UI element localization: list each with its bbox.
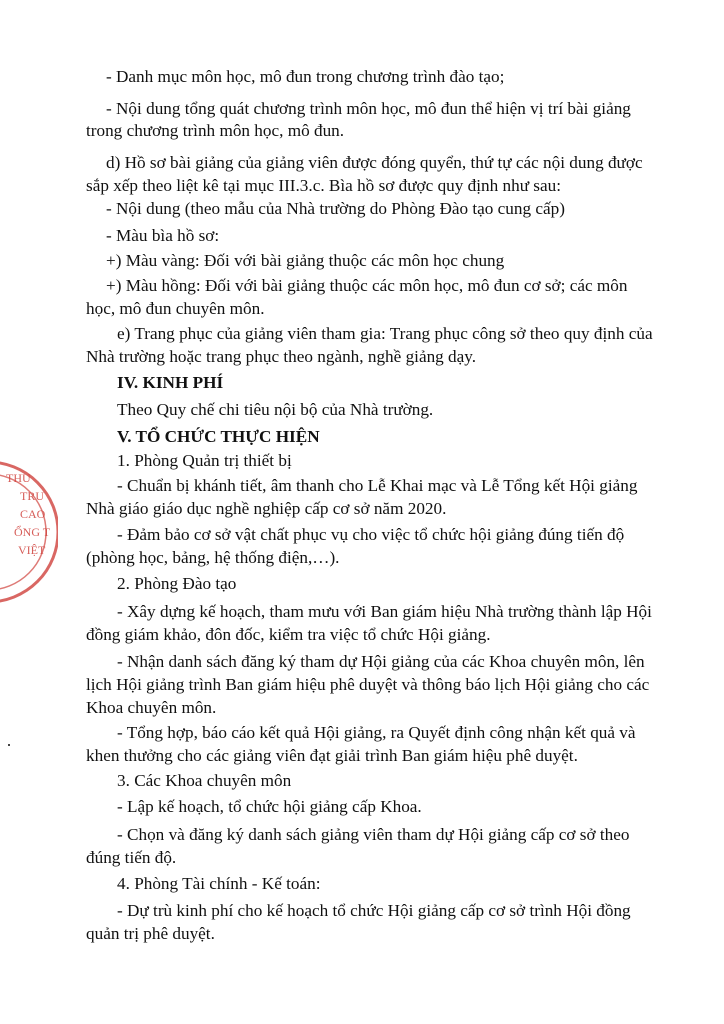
text-line: +) Màu vàng: Đối với bài giảng thuộc các môn học chung	[106, 251, 505, 270]
text-line: khen thưởng cho các giảng viên đạt giải trình Ban giám hiệu phê duyệt.	[86, 746, 578, 765]
text-line: +) Màu hồng: Đối với bài giảng thuộc các môn học, mô đun cơ sở; các môn	[106, 276, 628, 295]
red-seal-stamp	[0, 452, 58, 612]
section-heading: IV. KINH PHÍ	[117, 373, 224, 392]
text-line: Nhà giáo giáo dục nghề nghiệp cấp cơ sở năm 2020.	[86, 499, 447, 518]
stamp-text: ỔNG T	[14, 525, 51, 539]
text-line: e) Trang phục của giảng viên tham gia: Trang phục công sở theo quy định của	[117, 324, 653, 343]
section-heading: V. TỔ CHỨC THỰC HIỆN	[117, 427, 320, 446]
text-line: đúng tiến độ.	[86, 848, 177, 867]
stamp-text: TRU	[20, 489, 44, 503]
text-line: 2. Phòng Đào tạo	[117, 574, 237, 593]
text-line: - Chọn và đăng ký danh sách giảng viên tham dự Hội giảng cấp cơ sở theo	[117, 825, 630, 844]
text-line: - Nội dung (theo mẫu của Nhà trường do Phòng Đào tạo cung cấp)	[106, 199, 565, 218]
text-line: - Xây dựng kế hoạch, tham mưu với Ban giám hiệu Nhà trường thành lập Hội	[117, 602, 652, 621]
text-line: học, mô đun chuyên môn.	[86, 299, 265, 318]
text-line: d) Hồ sơ bài giảng của giảng viên được đóng quyển, thứ tự các nội dung được	[106, 153, 643, 172]
text-line: - Chuẩn bị khánh tiết, âm thanh cho Lễ Khai mạc và Lễ Tổng kết Hội giảng	[117, 476, 638, 495]
text-line: 3. Các Khoa chuyên môn	[117, 771, 292, 790]
text-line: - Màu bìa hồ sơ:	[106, 226, 220, 245]
text-line: 1. Phòng Quản trị thiết bị	[117, 451, 292, 470]
text-line: Khoa chuyên môn.	[86, 698, 217, 717]
text-line: - Đảm bảo cơ sở vật chất phục vụ cho việc tổ chức hội giảng đúng tiến độ	[117, 525, 625, 544]
text-line: - Danh mục môn học, mô đun trong chương trình đào tạo;	[106, 67, 505, 86]
text-line: - Tổng hợp, báo cáo kết quả Hội giảng, ra Quyết định công nhận kết quả và	[117, 723, 636, 742]
text-line: - Lập kế hoạch, tổ chức hội giảng cấp Khoa.	[117, 797, 422, 816]
scan-speck	[8, 744, 10, 746]
text-line: sắp xếp theo liệt kê tại mục III.3.c. Bìa hồ sơ được quy định như sau:	[86, 176, 561, 195]
text-line: - Nhận danh sách đăng ký tham dự Hội giảng của các Khoa chuyên môn, lên	[117, 652, 645, 671]
text-line: - Nội dung tổng quát chương trình môn học, mô đun thể hiện vị trí bài giảng	[106, 99, 631, 118]
text-line: trong chương trình môn học, mô đun.	[86, 121, 345, 140]
stamp-text: CAO	[20, 507, 46, 521]
text-line: đồng giám khảo, đôn đốc, kiểm tra việc tổ chức Hội giảng.	[86, 625, 491, 644]
text-line: Theo Quy chế chi tiêu nội bộ của Nhà trường.	[117, 400, 434, 419]
text-line: 4. Phòng Tài chính - Kế toán:	[117, 874, 321, 893]
text-line: lịch Hội giảng trình Ban giám hiệu phê duyệt và thông báo lịch Hội giảng cho các	[86, 675, 650, 694]
stamp-text: THU	[6, 471, 31, 485]
text-line: Nhà trường hoặc trang phục theo ngành, nghề giảng dạy.	[86, 347, 477, 366]
text-line: - Dự trù kinh phí cho kế hoạch tổ chức Hội giảng cấp cơ sở trình Hội đồng	[117, 901, 631, 920]
text-line: (phòng học, bảng, hệ thống điện,…).	[86, 548, 340, 567]
stamp-text: VIỆT	[18, 543, 46, 557]
text-line: quản trị phê duyệt.	[86, 924, 215, 943]
